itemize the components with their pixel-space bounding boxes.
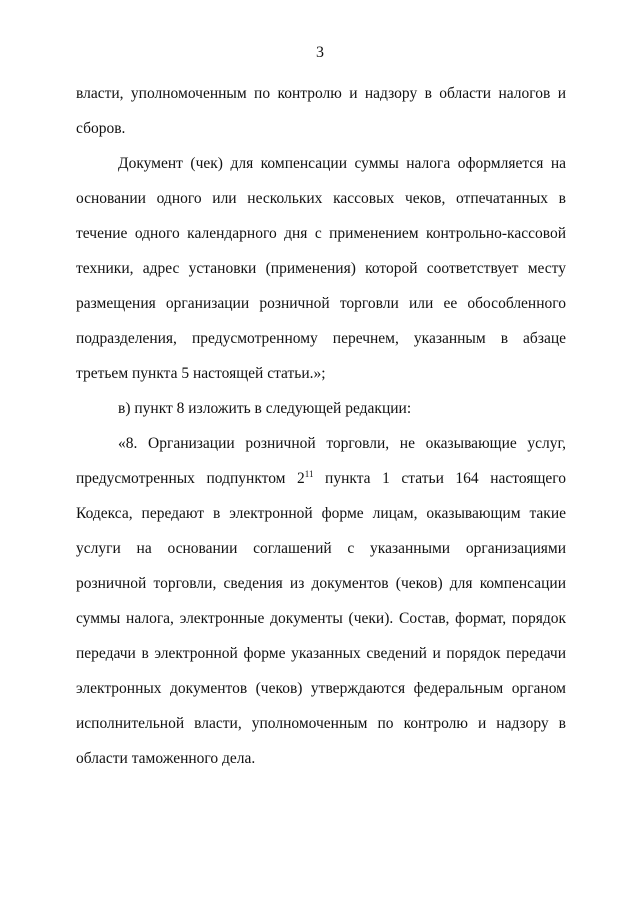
- paragraph-item-8: [76, 426, 566, 776]
- item-8-text-start: «8. Организации розничной торговли, не оказывающие услуг, предусмотренных подпунктом 2: [76, 435, 566, 487]
- paragraph-continuation: власти, уполномоченным по контролю и надзору в области налогов и сборов.: [76, 85, 566, 137]
- paragraph-item-8-intro: в) пункт 8 изложить в следующей редакции:: [118, 400, 412, 417]
- item-8-text-end: пункта 1 статьи 164 настоящего Кодекса, передают в электронной форме лицам, оказывающим такие услуги на основании соглашений с указанными организациями розничной торговли, сведения из документов (чеков) для компенсации суммы налога, электронные документы (чеки). Состав, формат, порядок передачи в электронной форме указанных сведений и порядок передачи электронных документов (чеков) утверждаются федеральным органом исполнительной власти, уполномоченным по контролю и надзору в области таможенного дела.: [76, 470, 566, 767]
- subparagraph-superscript: 11: [304, 469, 314, 479]
- paragraph-receipt-document: Документ (чек) для компенсации суммы налога оформляется на основании одного или нескольких кассовых чеков, отпечатанных в течение одного календарного дня с применением контрольно-кассовой техники, адрес установки (применения) которой соответствует месту размещения организации розничной торговли или ее обособленного подразделения, предусмотренному перечнем, указанным в абзаце третьем пункта 5 настоящей статьи.»;: [76, 155, 566, 382]
- document-body: [76, 76, 566, 776]
- page-number: 3: [316, 44, 324, 61]
